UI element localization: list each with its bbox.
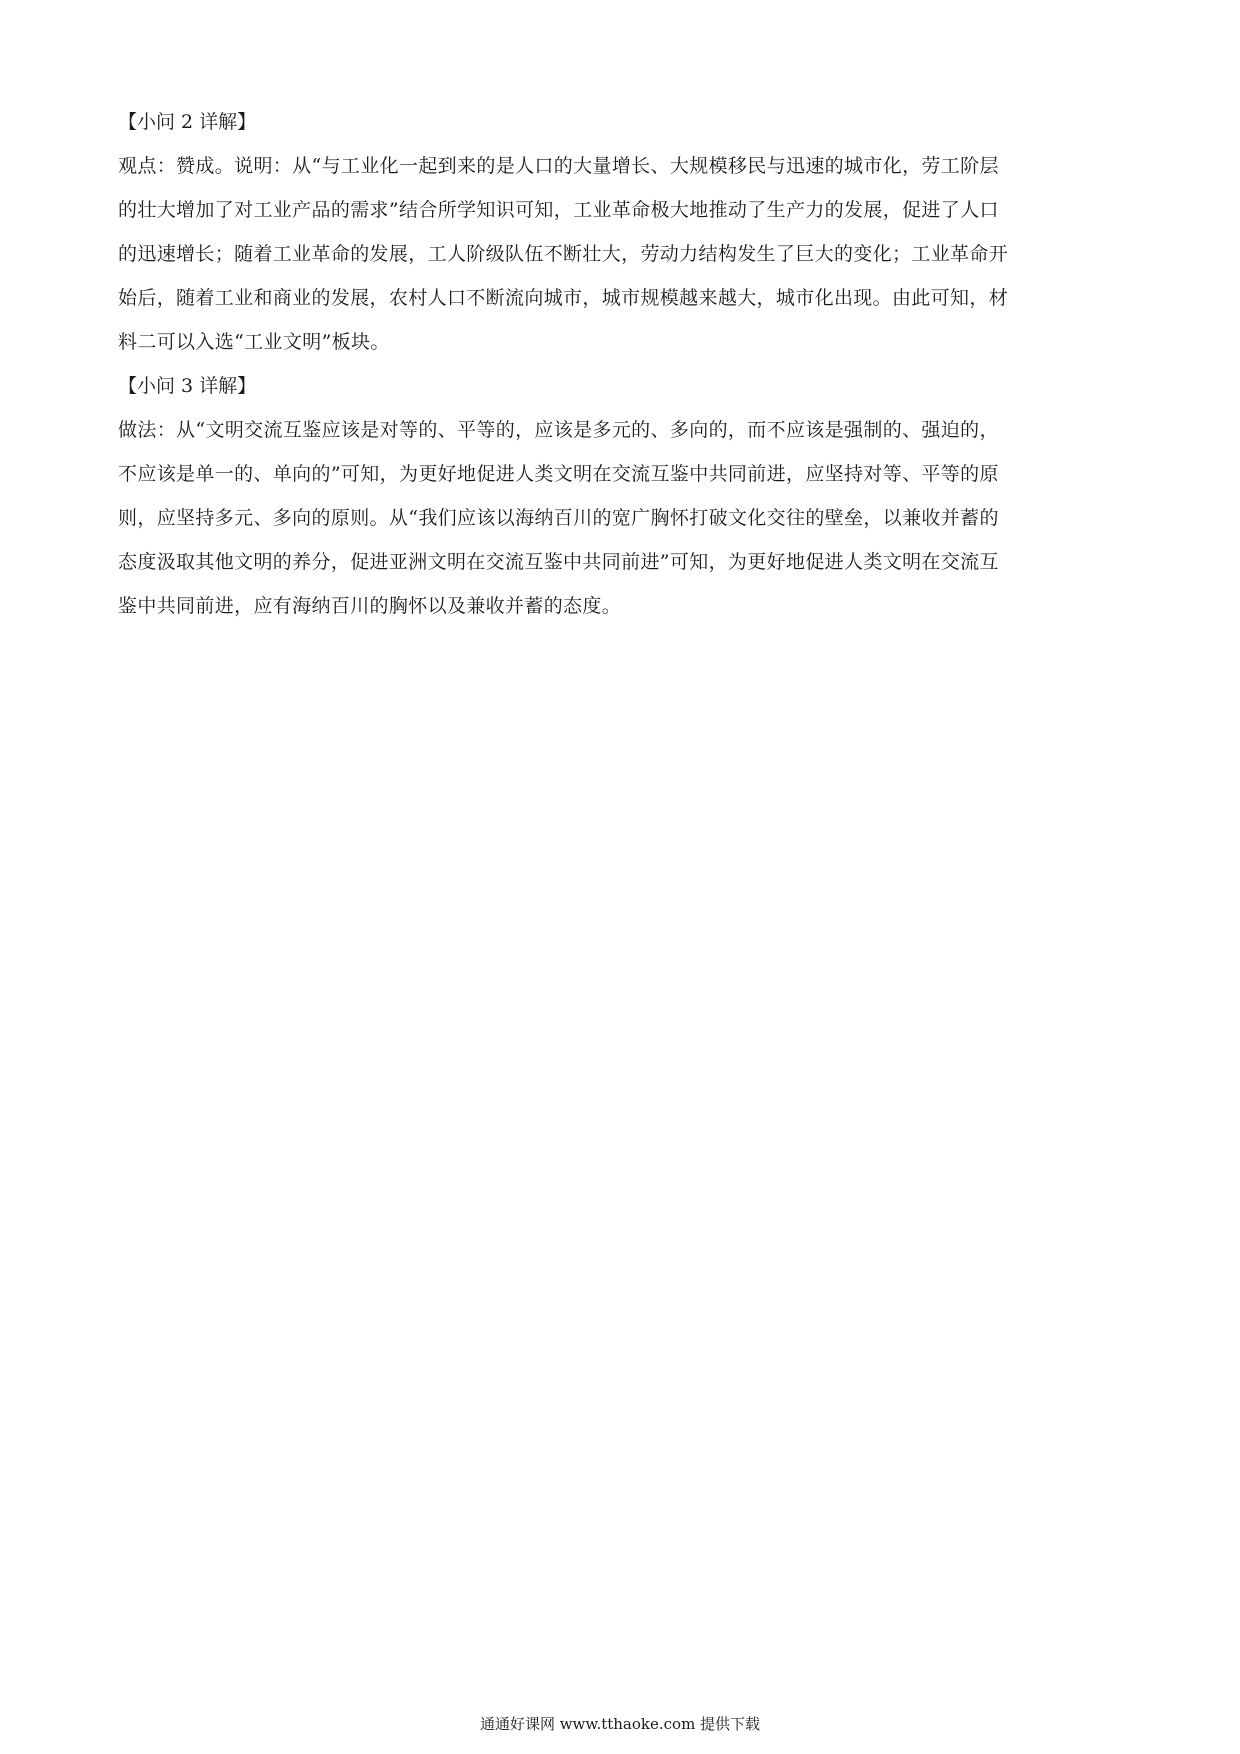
section-question-3 <box>118 364 1128 628</box>
paragraph-line: 不应该是单一的、单向的”可知，为更好地促进人类文明在交流互鉴中共同前进，应坚持对等、平等的原 <box>118 463 999 485</box>
paragraph-line: 观点：赞成。说明：从“与工业化一起到来的是人口的大量增长、大规模移民与迅速的城市化，劳工阶层 <box>118 155 999 177</box>
section-heading: 【小问 3 详解】 <box>118 375 257 397</box>
answer-content <box>118 100 1128 628</box>
paragraph-line: 做法：从“文明交流互鉴应该是对等的、平等的，应该是多元的、多向的，而不应该是强制的、强迫的， <box>118 419 999 441</box>
paragraph-line: 态度汲取其他文明的养分，促进亚洲文明在交流互鉴中共同前进”可知，为更好地促进人类文明在交流互 <box>118 551 999 573</box>
paragraph-line: 的壮大增加了对工业产品的需求”结合所学知识可知，工业革命极大地推动了生产力的发展，促进了人口 <box>118 199 999 221</box>
paragraph-line: 则，应坚持多元、多向的原则。从“我们应该以海纳百川的宽广胸怀打破文化交往的壁垒，以兼收并蓄的 <box>118 507 999 529</box>
page-footer: 通通好课网 www.tthaoke.com 提供下载 <box>479 1715 761 1733</box>
section-heading: 【小问 2 详解】 <box>118 111 257 133</box>
paragraph-line: 料二可以入选“工业文明”板块。 <box>118 331 390 353</box>
paragraph-line: 鉴中共同前进，应有海纳百川的胸怀以及兼收并蓄的态度。 <box>118 595 622 617</box>
section-question-2 <box>118 100 1128 364</box>
paragraph-line: 始后，随着工业和商业的发展，农村人口不断流向城市，城市规模越来越大，城市化出现。由此可知，材 <box>118 287 1009 309</box>
paragraph-line: 的迅速增长；随着工业革命的发展，工人阶级队伍不断壮大，劳动力结构发生了巨大的变化；工业革命开 <box>118 243 1009 265</box>
